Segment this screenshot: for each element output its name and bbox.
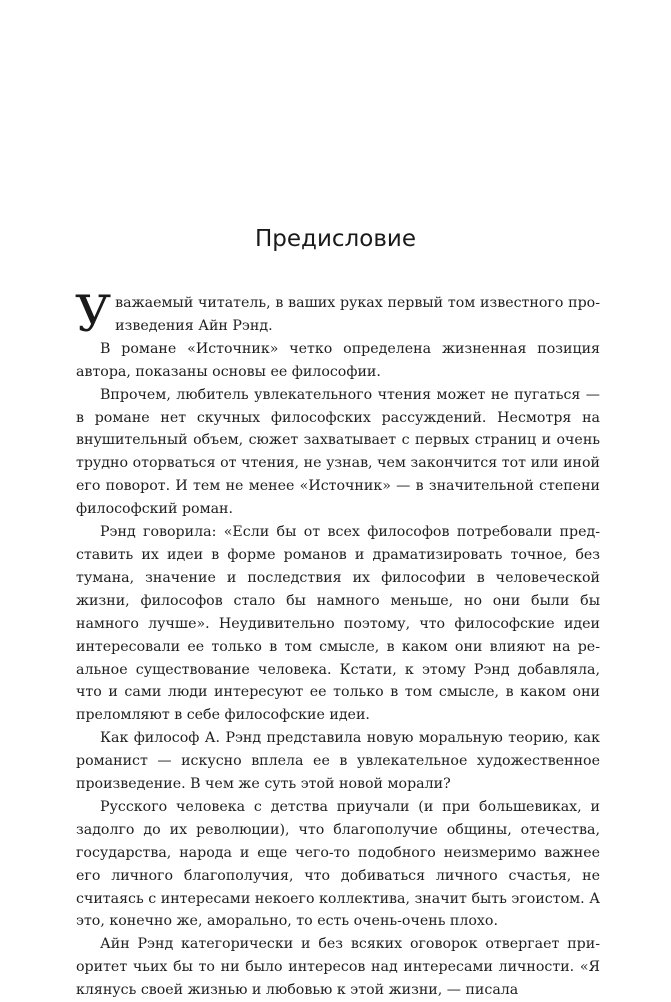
paragraph-2: В романе «Источник» четко определена жизненная позиция автора, показаны основы ее философии. <box>76 340 600 380</box>
drop-cap: У <box>75 285 112 343</box>
paragraph-1-text: важаемый читатель, в ваших руках первый том известного произведения Айн Рэнд. <box>115 295 600 334</box>
paragraph-4: Рэнд говорила: «Если бы от всех философов потребовали представить их идеи в форме романов и драматизировать точное, без тумана, значение и последствия их философии в человеческой жизни, философов стало бы намного меньше, но они были бы намного лучше». Неудивительно поэтому, что философские идеи интересовали ее только в том смысле, в каком они влияют на реальное существование человека. Кстати, к этому Рэнд добавляла, что и сами люди интересуют ее только в том смысле, в каком они преломляют в себе философские идеи. <box>76 524 600 724</box>
paragraph-3: Впрочем, любитель увлекательного чтения может не пугаться — в романе нет скучных философских рассуждений. Несмотря на внушительный объем, сюжет захватывает с первых страниц и очень трудно оторваться от чтения, не узнав, чем закончится тот или иной его поворот. И тем не менее «Источник» — в значительной степени философский роман. <box>76 386 600 518</box>
paragraph-6: Русского человека с детства приучали (и при большевиках, и задолго до их революции), что благополучие общины, отечества, государства, народа и еще чего-то подобного неизмеримо важнее его личного благополучия, что добиваться личного счастья, не считаясь с интересами некоего коллектива, значит быть эгоистом. А это, конечно же, аморально, то есть очень-очень плохо. <box>76 798 600 930</box>
body-text <box>75 285 600 1002</box>
paragraph-5: Как философ А. Рэнд представила новую моральную теорию, как романист — искусно вплела ее в увлекательное художественное произведение. В чем же суть этой новой морали? <box>76 730 600 793</box>
paragraph-1 <box>75 285 600 343</box>
paragraph-7: Айн Рэнд категорически и без всяких оговорок отвергает приоритет чьих бы то ни было интересов над интересами личности. «Я клянусь своей жизнью и любовью к этой жизни, — писала <box>76 936 600 999</box>
chapter-heading: Предисловие <box>255 226 416 252</box>
